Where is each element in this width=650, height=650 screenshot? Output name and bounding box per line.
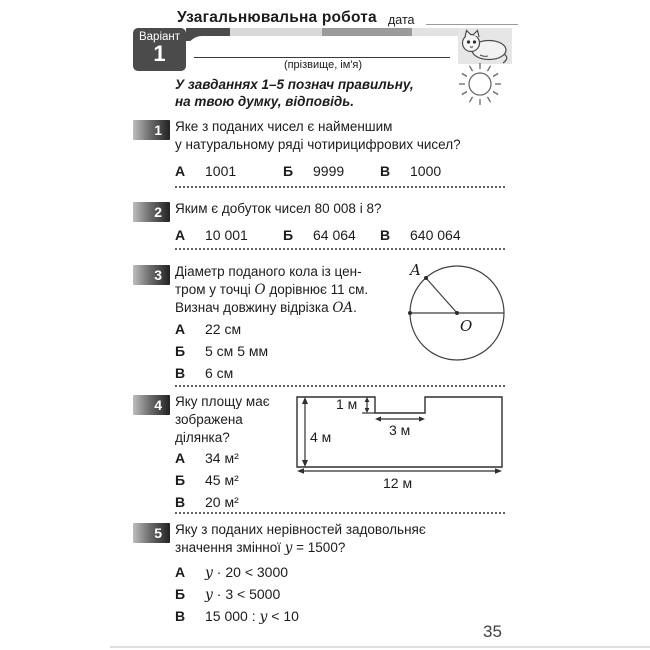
- text-part: · 3 < 5000: [212, 586, 281, 602]
- text-part: < 10: [267, 608, 299, 624]
- question-5-text-line2: [175, 539, 345, 557]
- question-3-text-line3: [175, 299, 357, 317]
- question-3-text-line1: Діаметр поданого кола із цен-: [175, 264, 362, 279]
- question-3-text-line2: [175, 281, 368, 299]
- option-letter: А: [175, 321, 186, 337]
- option-letter: Б: [175, 343, 186, 359]
- math-var: OA: [332, 300, 354, 316]
- option-value: 20 м²: [205, 494, 239, 510]
- option-letter: В: [175, 494, 186, 510]
- math-var: y: [205, 565, 213, 581]
- option-1v[interactable]: [380, 163, 441, 179]
- circle-diagram: [405, 258, 515, 368]
- option-5v[interactable]: [175, 608, 299, 625]
- option-1a[interactable]: [175, 163, 236, 179]
- option-1b[interactable]: [283, 163, 344, 179]
- width-dim-label: 12 м: [383, 475, 413, 491]
- option-value: 1001: [205, 163, 237, 179]
- option-letter: Б: [175, 586, 186, 602]
- instruction-line2: на твою думку, відповідь.: [175, 94, 355, 109]
- variant-number: 1: [153, 41, 166, 66]
- notch-width-label: 3 м: [389, 422, 411, 438]
- option-letter: А: [175, 564, 186, 580]
- instruction-line1: У завданнях 1–5 познач правильну,: [175, 77, 414, 92]
- question-5-text-line1: Яку з поданих нерівностей задовольняє: [175, 522, 426, 537]
- option-4b[interactable]: [175, 472, 239, 488]
- option-letter: Б: [283, 163, 294, 179]
- point-a-label: A: [410, 261, 421, 279]
- variant-badge: [133, 28, 186, 71]
- date-label: дата: [388, 13, 415, 27]
- math-var: y: [284, 540, 293, 556]
- option-value: 6 см: [205, 365, 234, 381]
- option-3v[interactable]: [175, 365, 233, 381]
- height-dim-label: 4 м: [310, 429, 332, 445]
- option-value: 34 м²: [205, 450, 239, 466]
- option-2a[interactable]: [175, 227, 248, 243]
- option-letter: А: [175, 450, 186, 466]
- math-var: y: [205, 587, 213, 603]
- option-letter: В: [380, 227, 391, 243]
- math-var: y: [259, 609, 268, 625]
- option-letter: Б: [175, 472, 186, 488]
- option-letter: В: [380, 163, 391, 179]
- page-edge-line: [110, 646, 650, 648]
- option-value: 22 см: [205, 321, 242, 337]
- question-1-options: [175, 163, 515, 181]
- option-value: 9999: [313, 163, 345, 179]
- text-part: · 20 < 3000: [212, 564, 289, 580]
- option-2v[interactable]: [380, 227, 461, 243]
- question-4-text-line1: Яку площу має: [175, 394, 270, 409]
- page-title: Узагальнювальна робота: [177, 9, 377, 26]
- question-3-number-badge: 3: [133, 265, 170, 285]
- question-1-number-badge: 1: [133, 120, 170, 140]
- text-part: = 1500?: [292, 540, 346, 555]
- option-value: 5 см 5 мм: [205, 343, 269, 359]
- option-letter: Б: [283, 227, 294, 243]
- notch-depth-label: 1 м: [336, 396, 358, 412]
- text-part: .: [353, 300, 357, 315]
- question-2-text-line1: Яким є добуток чисел 80 008 і 8?: [175, 201, 382, 216]
- option-5b[interactable]: [175, 586, 280, 603]
- dotted-separator: [175, 248, 505, 250]
- option-3a[interactable]: [175, 321, 241, 337]
- question-1-text-line2: у натуральному ряді чотирицифрових чисел?: [175, 137, 461, 152]
- option-letter: А: [175, 163, 186, 179]
- text-part: тром у точці: [175, 282, 255, 297]
- option-value: 45 м²: [205, 472, 239, 488]
- option-letter: В: [175, 365, 186, 381]
- date-fill-line[interactable]: [426, 14, 518, 25]
- question-2-options: [175, 227, 515, 245]
- center-o-label: O: [460, 317, 473, 335]
- option-letter: А: [175, 227, 186, 243]
- name-caption: (прізвище, ім'я): [283, 59, 363, 71]
- name-input-line[interactable]: [194, 57, 450, 58]
- math-var: O: [254, 282, 266, 298]
- dotted-separator: [175, 186, 505, 188]
- dotted-separator: [175, 512, 505, 514]
- option-3b[interactable]: [175, 343, 268, 359]
- option-value: 10 001: [205, 227, 248, 243]
- question-4-number-badge: 4: [133, 395, 170, 415]
- option-value: 1000: [410, 163, 442, 179]
- question-4-text-line2: зображена: [175, 412, 243, 427]
- text-part: Визнач довжину відрізка: [175, 300, 333, 315]
- page-number: 35: [483, 622, 502, 641]
- question-5-number-badge: 5: [133, 523, 170, 543]
- option-letter: В: [175, 608, 186, 624]
- option-4a[interactable]: [175, 450, 239, 466]
- text-part: дорівнює 11 см.: [265, 282, 369, 297]
- area-diagram: [290, 390, 520, 495]
- question-1-text-line1: Яке з поданих чисел є найменшим: [175, 119, 393, 134]
- option-value: 640 064: [410, 227, 461, 243]
- text-part: значення змінної: [175, 540, 285, 555]
- name-box: [186, 36, 460, 72]
- sun-icon: [456, 60, 504, 108]
- question-2-number-badge: 2: [133, 202, 170, 222]
- text-part: 15 000 :: [205, 608, 260, 624]
- option-4v[interactable]: [175, 494, 239, 510]
- question-4-text-line3: ділянка?: [175, 430, 230, 445]
- variant-label: Варіант: [138, 31, 181, 43]
- option-5a[interactable]: [175, 564, 288, 581]
- dotted-separator: [175, 385, 505, 387]
- cat-illustration-box: [458, 28, 512, 64]
- option-2b[interactable]: [283, 227, 356, 243]
- cat-icon: [458, 28, 512, 64]
- option-value: 64 064: [313, 227, 356, 243]
